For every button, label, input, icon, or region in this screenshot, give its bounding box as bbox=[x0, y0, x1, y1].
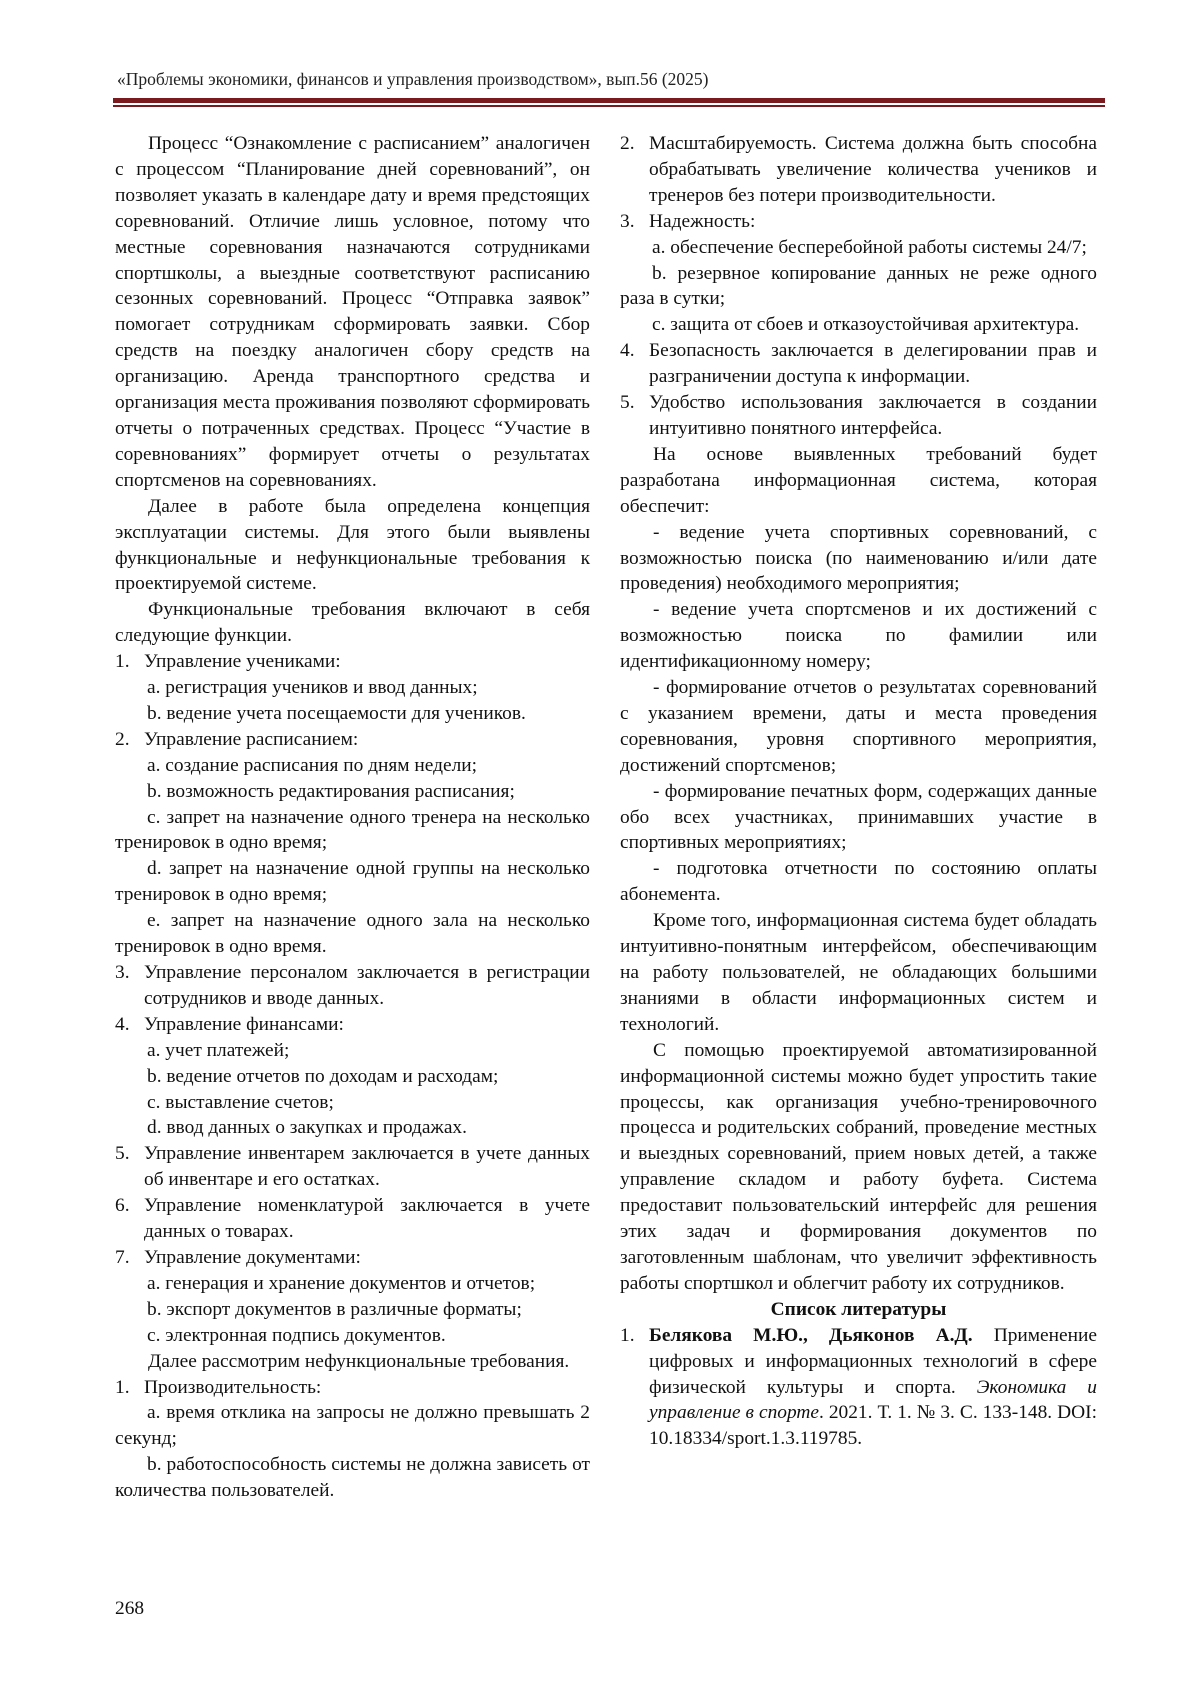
paragraph: Далее рассмотрим нефункциональные требования. bbox=[148, 1350, 570, 1372]
sub-item: e. запрет на назначение одного зала на несколько тренировок в одно время. bbox=[115, 910, 590, 958]
left-column bbox=[115, 131, 590, 1504]
page-number: 268 bbox=[115, 1598, 145, 1619]
ref-authors: Белякова М.Ю., Дьяконов А.Д. bbox=[649, 1324, 973, 1346]
paragraph: Далее в работе была определена концепция эксплуатации системы. Для этого были выявлены функциональные и нефункциональные требования к проектируемой системе. bbox=[115, 495, 590, 595]
sub-item: a. регистрация учеников и ввод данных; bbox=[147, 677, 478, 699]
list-item: 3. Управление персоналом заключается в регистрации сотрудников и вводе данных. bbox=[115, 962, 590, 1009]
references-title: Список литературы bbox=[770, 1298, 947, 1320]
header-rule-thick bbox=[113, 98, 1105, 103]
sub-item: d. ввод данных о закупках и продажах. bbox=[147, 1117, 467, 1139]
ref-title: Применение цифровых и информационных технологий в сфере физической культуры и спорта. bbox=[649, 1324, 1097, 1398]
sub-item: d. запрет на назначение одной группы на несколько тренировок в одно время; bbox=[115, 858, 590, 906]
list-item: 3. Надежность: bbox=[620, 210, 756, 232]
list-item: 7. Управление документами: bbox=[115, 1246, 361, 1268]
dash-item: - ведение учета спортивных соревнований, с возможностью поиска (по наименованию и/или дате проведения) необходимого мероприятия; bbox=[620, 521, 1097, 595]
sub-item: b. возможность редактирования расписания; bbox=[147, 780, 515, 802]
sub-item: c. электронная подпись документов. bbox=[147, 1324, 446, 1346]
paragraph: На основе выявленных требований будет разработана информационная система, которая обеспечит: bbox=[620, 443, 1097, 517]
paragraph: Функциональные требования включают в себя следующие функции. bbox=[115, 599, 590, 647]
list-item: 1. Производительность: bbox=[115, 1376, 322, 1398]
dash-item: - формирование печатных форм, содержащих данные обо всех участниках, принимавших участие в спортивных мероприятиях; bbox=[620, 780, 1097, 854]
sub-item: a. обеспечение бесперебойной работы системы 24/7; bbox=[652, 236, 1087, 258]
list-item: 2. Управление расписанием: bbox=[115, 728, 359, 750]
sub-item: b. экспорт документов в различные форматы; bbox=[147, 1298, 522, 1320]
dash-item: - ведение учета спортсменов и их достижений с возможностью поиска по фамилии или идентификационному номеру; bbox=[620, 599, 1097, 673]
ref-details: . 2021. Т. 1. № 3. С. 133-148. DOI: 10.18334/sport.1.3.119785. bbox=[649, 1402, 1097, 1450]
list-item: 5. Удобство использования заключается в создании интуитивно понятного интерфейса. bbox=[620, 392, 1097, 439]
sub-item: b. ведение учета посещаемости для учеников. bbox=[147, 702, 526, 724]
dash-item: - формирование отчетов о результатах соревнований с указанием времени, даты и места проведения соревнования, уровня спортивного мероприятия, достижений спортсменов; bbox=[620, 677, 1097, 776]
sub-item: b. резервное копирование данных не реже одного раза в сутки; bbox=[620, 262, 1097, 310]
sub-item: a. время отклика на запросы не должно превышать 2 секунд; bbox=[115, 1402, 590, 1450]
reference-item: 1. Белякова М.Ю., Дьяконов А.Д. Применение цифровых и информационных технологий в сфере физической культуры и спорта. Экономика и управление в спорте. 2021. Т. 1. № 3. С. 133-148. DOI: 10.18334/sport.1.3.119785. bbox=[620, 1324, 1097, 1450]
list-item: 2. Масштабируемость. Система должна быть способна обрабатывать увеличение количества учеников и тренеров без потери производительности. bbox=[620, 133, 1097, 206]
right-column bbox=[620, 131, 1097, 1452]
sub-item: c. выставление счетов; bbox=[147, 1091, 334, 1113]
sub-item: a. учет платежей; bbox=[147, 1039, 290, 1061]
paragraph: С помощью проектируемой автоматизированной информационной системы можно будет упростить такие процессы, как организация учебно-тренировочного процесса и родительских собраний, проведение местных и выездных соревнований, прием новых детей, а также управление складом и работу буфета. Система предоставит пользовательский интерфейс для решения этих задач и формирования документов по заготовленным шаблонам, что увеличит эффективность работы спортшкол и облегчит работу их сотрудников. bbox=[620, 1039, 1097, 1294]
sub-item: b. работоспособность системы не должна зависеть от количества пользователей. bbox=[115, 1454, 590, 1502]
list-item: 4. Управление финансами: bbox=[115, 1013, 344, 1035]
list-item: 4. Безопасность заключается в делегировании прав и разграничении доступа к информации. bbox=[620, 340, 1097, 388]
list-item: 6. Управление номенклатурой заключается в учете данных о товарах. bbox=[115, 1195, 590, 1243]
sub-item: c. запрет на назначение одного тренера на несколько тренировок в одно время; bbox=[115, 806, 590, 854]
paragraph: Кроме того, информационная система будет обладать интуитивно-понятным интерфейсом, обеспечивающим на работу пользователей, не обладающих большими знаниями в области информационных систем и технологий. bbox=[620, 910, 1097, 1035]
list-item: 5. Управление инвентарем заключается в учете данных об инвентаре и его остатках. bbox=[115, 1143, 590, 1191]
sub-item: c. защита от сбоев и отказоустойчивая архитектура. bbox=[652, 314, 1080, 336]
dash-item: - подготовка отчетности по состоянию оплаты абонемента. bbox=[620, 858, 1097, 906]
list-item: 1. Управление учениками: bbox=[115, 651, 341, 673]
header-rule-thin bbox=[113, 105, 1105, 107]
ref-journal: Экономика и управление в спорте bbox=[649, 1376, 1097, 1424]
sub-item: a. создание расписания по дням недели; bbox=[147, 754, 478, 776]
sub-item: a. генерация и хранение документов и отчетов; bbox=[147, 1272, 536, 1294]
paragraph: Процесс “Ознакомление с расписанием” аналогичен с процессом “Планирование дней соревнований”, он позволяет указать в календаре дату и время предстоящих соревнований. Отличие лишь условное, потому что местные соревнования назначаются сотрудниками спортшколы, а выездные соответствуют расписанию сезонных соревнований. Процесс “Отправка заявок” помогает сотрудникам сформировать заявки. Сбор средств на поездку аналогичен сбору средств на организацию. Аренда транспортного средства и организация места проживания позволяют сформировать отчеты о потраченных средствах. Процесс “Участие в соревнованиях” формирует отчеты о результатах спортсменов на соревнованиях. bbox=[115, 133, 590, 491]
journal-header: «Проблемы экономики, финансов и управления производством», вып.56 (2025) bbox=[117, 69, 709, 89]
sub-item: b. ведение отчетов по доходам и расходам; bbox=[147, 1065, 499, 1087]
